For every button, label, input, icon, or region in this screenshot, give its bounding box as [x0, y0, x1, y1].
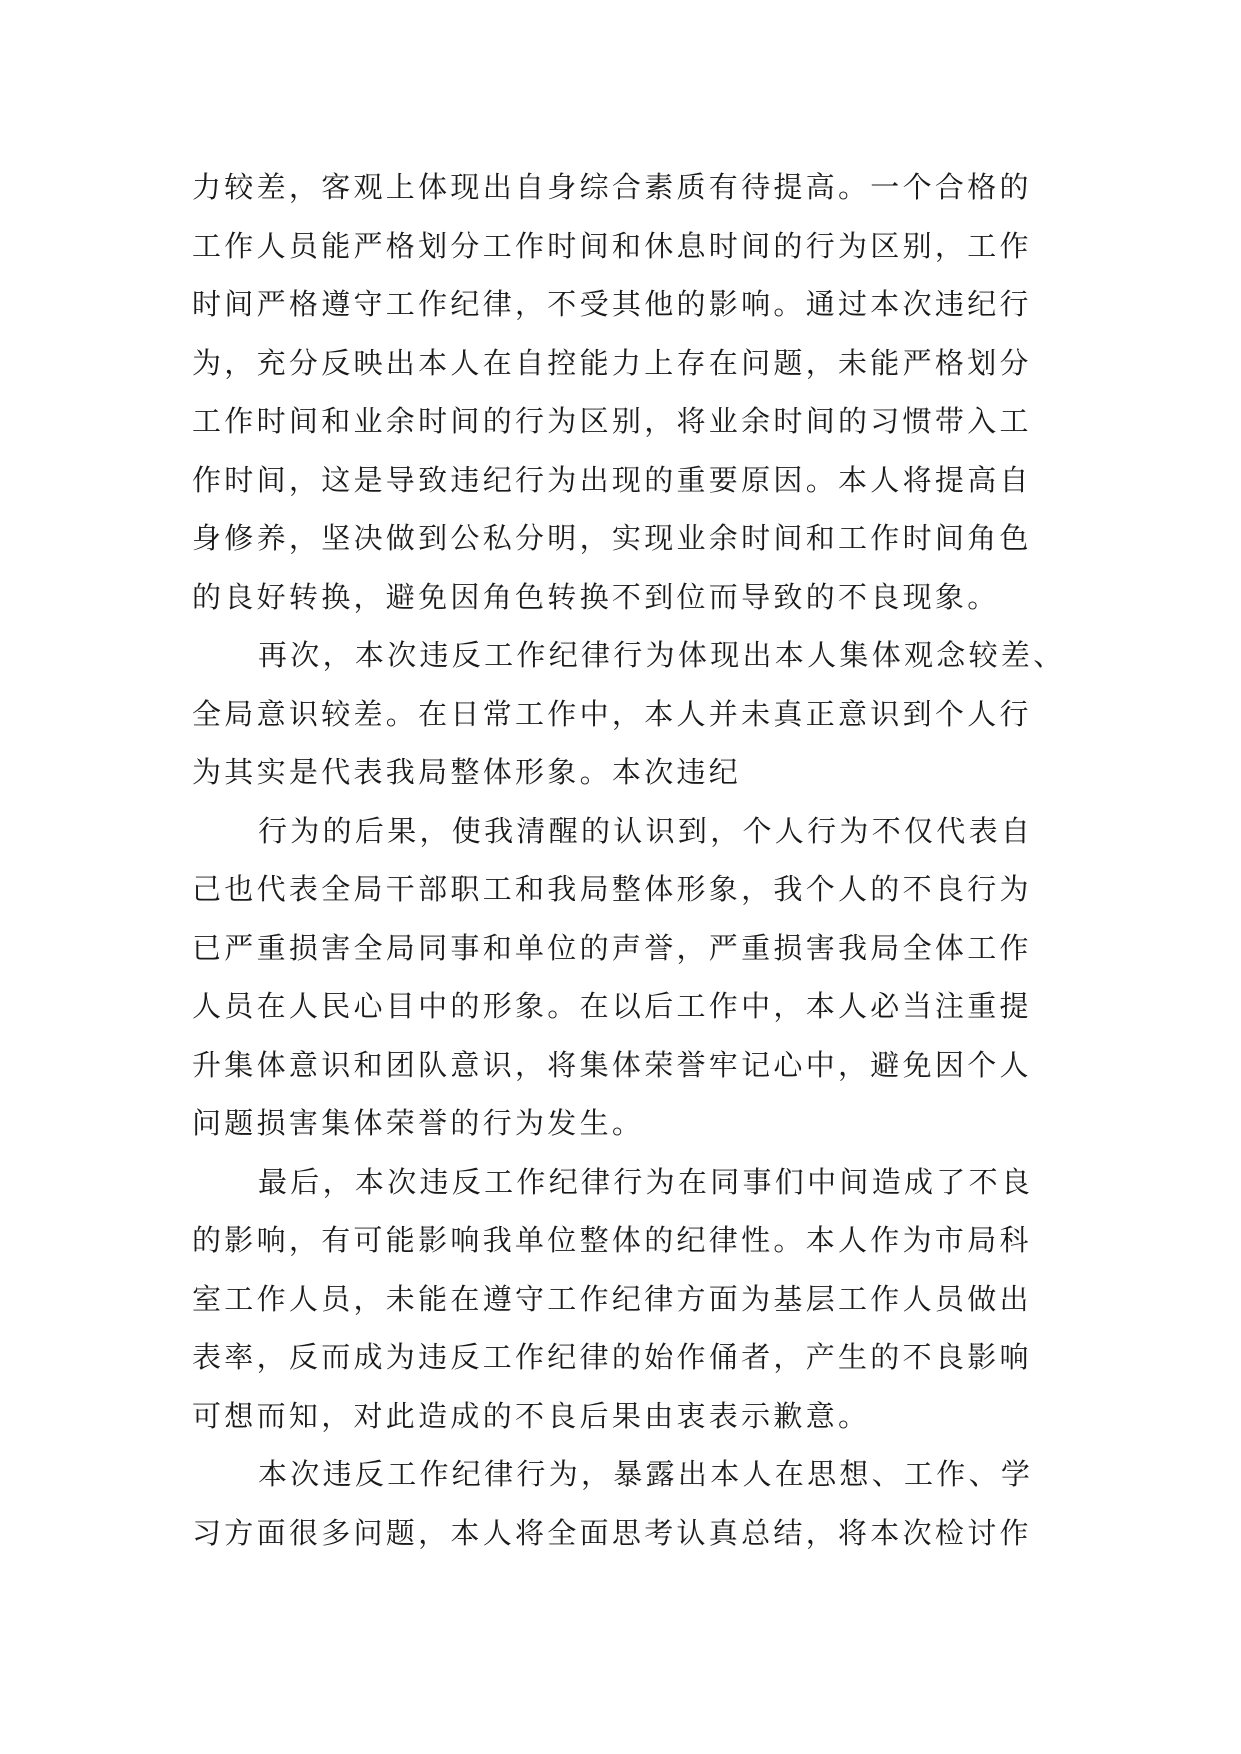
paragraph-consequences: [192, 802, 1052, 1153]
text-line: 时间严格遵守工作纪律，不受其他的影响。通过本次违纪行: [192, 287, 1032, 321]
text-line: 最后，本次违反工作纪律行为在同事们中间造成了不良: [258, 1164, 1034, 1199]
text-line: 习方面很多问题，本人将全面思考认真总结，将本次检讨作: [192, 1515, 1032, 1550]
document-page: [192, 158, 1066, 1562]
text-line: 人员在人民心目中的形象。在以后工作中，本人必当注重提: [192, 989, 1032, 1023]
text-line: 本次违反工作纪律行为，暴露出本人在思想、工作、学: [258, 1457, 1034, 1491]
text-line: 为其实是代表我局整体形象。本次违纪: [192, 755, 742, 789]
text-line: 全局意识较差。在日常工作中，本人并未真正意识到个人行: [192, 696, 1032, 731]
text-line: 可想而知，对此造成的不良后果由衷表示歉意。: [192, 1398, 871, 1433]
paragraph-collective-awareness: [192, 626, 1066, 802]
text-line: 作时间，这是导致违纪行为出现的重要原因。本人将提高自: [192, 462, 1032, 497]
text-line: 表率，反而成为违反工作纪律的始作俑者，产生的不良影响: [192, 1340, 1032, 1374]
text-line: 行为的后果，使我清醒的认识到，个人行为不仅代表自: [258, 813, 1034, 848]
text-line: 己也代表全局干部职工和我局整体形象，我个人的不良行为: [192, 872, 1032, 906]
text-line: 的良好转换，避免因角色转换不到位而导致的不良现象。: [192, 579, 1000, 614]
text-line: 室工作人员，未能在遵守工作纪律方面为基层工作人员做出: [192, 1281, 1032, 1316]
text-line: 升集体意识和团队意识，将集体荣誉牢记心中，避免因个人: [192, 1047, 1032, 1082]
text-line: 工作人员能严格划分工作时间和休息时间的行为区别，工作: [192, 228, 1032, 263]
text-line: 力较差，客观上体现出自身综合素质有待提高。一个合格的: [192, 170, 1032, 204]
text-line: 身修养，坚决做到公私分明，实现业余时间和工作时间角色: [192, 521, 1032, 555]
text-line: 再次，本次违反工作纪律行为体现出本人集体观念较差、: [258, 638, 1066, 672]
paragraph-self-control: [192, 158, 1052, 626]
paragraph-conclusion: [192, 1445, 1052, 1562]
text-line: 已严重损害全局同事和单位的声誉，严重损害我局全体工作: [192, 930, 1032, 965]
text-line: 工作时间和业余时间的行为区别，将业余时间的习惯带入工: [192, 404, 1032, 438]
paragraph-bad-influence: [192, 1153, 1052, 1446]
text-line: 问题损害集体荣誉的行为发生。: [192, 1106, 645, 1140]
text-line: 的影响，有可能影响我单位整体的纪律性。本人作为市局科: [192, 1223, 1032, 1257]
text-line: 为，充分反映出本人在自控能力上存在问题，未能严格划分: [192, 345, 1032, 380]
